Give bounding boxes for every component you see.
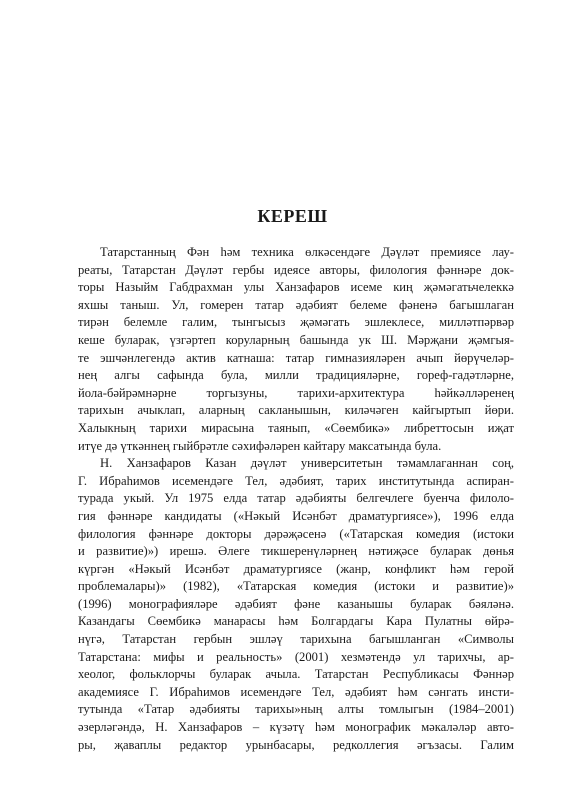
text-line: итүе дә үткәннең гыйбрәтле сәхифәләрен кайтару максатында була. [78,438,442,453]
text-line: кеше буларак, үзгәртеп коруларның башында ук Ш. Мәрҗани җәмгыя- [78,332,514,347]
text-line: тирән белемле галим, тынгысыз җәмәгать эшлеклесе, милләтпәрвәр [78,315,514,330]
text-line: Казандагы Сөембикә манарасы һәм Болгардагы Кара Пулатны өйрә- [78,614,514,629]
page-title: КЕРЕШ [257,206,328,226]
text-line: торы Назыйм Габдрахман улы Ханзафаров исеме киң җәмәгатьчелеккә [78,280,514,295]
text-line: Татарстанның Фән һәм техника өлкәсендәге Дәүләт премиясе лау- [100,245,514,259]
text-line: хеолог, фольклорчы буларак ачыла. Татарстан Республикасы Фәннәр [78,667,514,682]
body-text [78,244,514,754]
text-line: йола-бәйрәмнәрне торгызуны, тарихи-архитектура һәйкәлләренең [78,385,514,400]
text-line: тарихын ачыклап, аларның сакланышын, киләчәген кайгыртып йөри. [78,403,514,418]
text-line: проблемалары)» (1982), «Татарская комедия (истоки и развитие)» [78,579,514,594]
text-line: гия фәннәре кандидаты («Нәкый Исәнбәт драматургиясе»), 1996 елда [78,508,514,523]
text-line: нүгә, Татарстан гербын эшләү тарихына багышланган «Символы [78,632,514,647]
text-line: нең алгы сафында була, милли традицияләрне, гореф-гадәтләрне, [78,368,514,383]
text-line: күргән «Нәкый Исәнбәт драматургиясе (жанр, конфликт һәм герой [78,561,514,576]
text-line: филология фәннәре докторы дәрәҗәсенә («Татарская комедия (истоки [78,526,514,541]
text-line: Татарстана: мифы и реальность» (2001) хезмәтендә ул тарихчы, ар- [78,649,514,664]
text-line: турада укый. Ул 1975 елда татар әдәбияты белгечлеге буенча филоло- [78,491,514,506]
text-line: яхшы таныш. Ул, гомерен татар әдәбият белеме фәненә багышлаган [78,297,514,312]
text-line: ры, җаваплы редактор урынбасары, редколлегия әгъзасы. Галим [78,737,514,752]
text-line: Г. Ибраһимов исемендәге Тел, әдәбият, тарих институтында аспиран- [78,473,514,488]
text-line: и развитие)») ирешә. Әлеге тикшеренүләрнең нәтиҗәсе буларак дөнья [78,544,514,559]
text-line: академиясе Г. Ибраһимов исемендәге Тел, әдәбият һәм сәнгать инсти- [78,684,514,699]
text-line: Халыкның тарихи мирасына таянып, «Сөембикә» либреттосын иҗат [78,420,514,435]
text-line: тутында «Татар әдәбияты тарихы»ның алты томлыгын (1984–2001) [78,702,514,717]
text-line: (1996) монографияләре әдәбият фәне казанышы буларак бәяләнә. [78,596,514,611]
text-line: Н. Ханзафаров Казан дәүләт университетын тәмамлаганнан соң, [100,456,514,471]
text-line: те эшчәнлегендә актив катнаша: татар гимназияләрен ачып йөрүчеләр- [78,350,514,365]
text-line: реаты, Татарстан Дәүләт гербы идеясе авторы, филология фәннәре док- [78,262,514,277]
text-line: әзерләгәндә, Н. Ханзафаров – күзәтү һәм монографик мәкаләләр авто- [78,720,514,735]
